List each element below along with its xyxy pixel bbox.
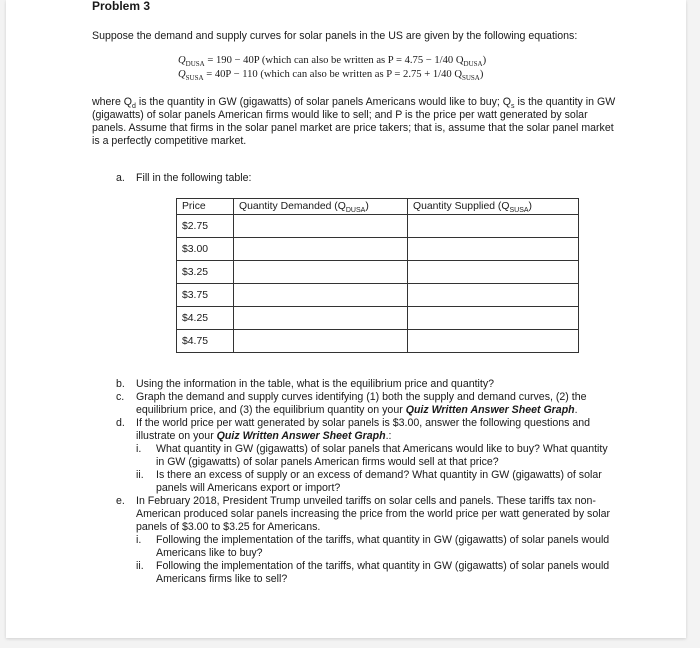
part-a-marker: a. [116, 172, 125, 184]
supply-cell[interactable] [408, 307, 579, 330]
price-cell: $3.75 [177, 284, 234, 307]
part-a [116, 172, 251, 185]
question-e-ii: ii. Following the implementation of the tariffs, what quantity in GW (gigawatts) of solar panels would Americans firms like to sell? [136, 560, 610, 585]
demand-cell[interactable] [234, 284, 408, 307]
question-list [116, 378, 616, 586]
price-cell: $4.25 [177, 307, 234, 330]
table-row [177, 284, 579, 307]
supply-cell[interactable] [408, 284, 579, 307]
supply-cell[interactable] [408, 330, 579, 353]
supply-cell[interactable] [408, 215, 579, 238]
question-e-i: i. Following the implementation of the tariffs, what quantity in GW (gigawatts) of solar panels would Americans like to buy? [136, 534, 610, 559]
table-row [177, 215, 579, 238]
document-page [6, 0, 686, 638]
supply-equation: $Q_{SUSA} = 40P - 110$ (which can also be written as P = 2.75 + 1/40 $Q_{SUSA}$) [178, 69, 484, 83]
part-a-text: Fill in the following table: [136, 172, 252, 184]
demand-header: Quantity Demanded $(Q_{DUSA})$ [234, 199, 408, 215]
price-cell: $3.00 [177, 238, 234, 261]
supply-cell[interactable] [408, 261, 579, 284]
demand-cell[interactable] [234, 307, 408, 330]
question-c: c. Graph the demand and supply curves identifying (1) both the supply and demand curves, (2) the equilibrium price, and (3) the equilibrium quantity on your Quiz Written Answer Sheet Graph. [116, 391, 587, 416]
table-row [177, 330, 579, 353]
problem-title: Problem 3 [92, 0, 151, 13]
demand-cell[interactable] [234, 238, 408, 261]
supply-cell[interactable] [408, 238, 579, 261]
question-e: e. In February 2018, President Trump unveiled tariffs on solar cells and panels. These tariffs tax non-American produced solar panels increasing the price from the world price per watt generated by solar panels of $3.00 to $3.25 for Americans. [116, 495, 611, 533]
question-d: d. If the world price per watt generated by solar panels is $3.00, answer the following questions and illustrate on your Quiz Written Answer Sheet Graph.: [116, 417, 591, 442]
demand-cell[interactable] [234, 215, 408, 238]
quantity-table [176, 198, 579, 353]
question-d-i: i. What quantity in GW (gigawatts) of solar panels that Americans would like to buy? What quantity in GW (gigawatts) of solar panels American firms would sell at that price? [136, 443, 608, 468]
price-cell: $4.75 [177, 330, 234, 353]
table-row [177, 307, 579, 330]
price-cell: $2.75 [177, 215, 234, 238]
table-header-row [177, 199, 579, 215]
question-d-ii: ii. Is there an excess of supply or an excess of demand? What quantity in GW (gigawatts) of solar panels will Americans export or import? [136, 469, 602, 494]
price-cell: $3.25 [177, 261, 234, 284]
demand-cell[interactable] [234, 330, 408, 353]
question-b: b. Using the information in the table, what is the equilibrium price and quantity? [116, 378, 495, 390]
table-row [177, 238, 579, 261]
demand-cell[interactable] [234, 261, 408, 284]
supply-header: Quantity Supplied $(Q_{SUSA})$ [408, 199, 579, 215]
demand-equation: $Q_{DUSA} = 190 - 40P$ (which can also be written as P = 4.75 − 1/40 $Q_{DUSA}$) [178, 55, 487, 69]
price-header: Price [177, 199, 234, 215]
table-row [177, 261, 579, 284]
intro-paragraph: Suppose the demand and supply curves for solar panels in the US are given by the following equations: [92, 30, 578, 42]
definitions-paragraph: where $Q_d$ is the quantity in GW (gigawatts) of solar panels Americans would like to buy; $Q_s$ is the quantity in GW (gigawatts) of solar panels American firms would like to sell; and P is the price per watt generated by solar panels. Assume that firms in the solar panel market are price takers; that is, assume that the solar panel market is a perfectly competitive market. [92, 96, 616, 147]
